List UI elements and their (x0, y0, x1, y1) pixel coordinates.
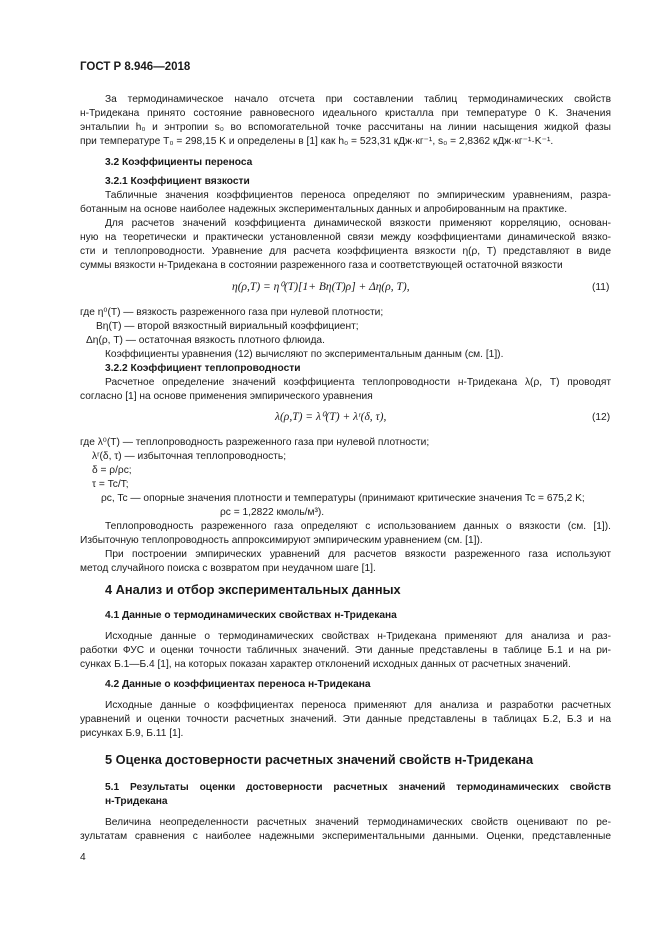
section-heading-5-1-cont: н-Тридекана (105, 796, 168, 807)
definition-line: где λ⁰(T) — теплопроводность разреженного газа при нулевой плотности; (80, 437, 430, 448)
paragraph-line: Исходные данные о термодинамических свойствах н-Тридекана применяют для анализа и раз- (105, 631, 611, 642)
definition-line: τ = Tc/T; (92, 479, 129, 490)
paragraph-line: зультатам сравнения с наиболее надежными экспериментальными данными. Оценки, представленные (80, 831, 611, 842)
equation-number-12: (12) (592, 412, 611, 423)
section-heading-3-2-2: 3.2.2 Коэффициент теплопроводности (105, 363, 301, 374)
equation-11: η(ρ,T) = η⁰(T)[1+ Bη(T)ρ] + Δη(ρ, T), (232, 281, 410, 293)
paragraph-line: Величина неопределенности расчетных значений термодинамических свойств оценивают по ре- (105, 817, 611, 828)
paragraph-line: при температуре T₀ = 298,15 K и определены в [1] как h₀ = 523,31 кДж·кг⁻¹, s₀ = 2,8362 кДж·кг⁻¹·K⁻¹. (80, 136, 554, 147)
definition-line: λʳ(δ, τ) — избыточная теплопроводность; (92, 451, 287, 462)
paragraph-line: н-Тридекана принято состояние равновесного идеального кристалла при температуре 0 K. Значения (80, 108, 611, 119)
section-heading-5: 5 Оценка достоверности расчетных значений свойств н-Тридекана (105, 752, 534, 767)
definition-line: Δη(ρ, T) — остаточная вязкость плотного флюида. (86, 335, 325, 346)
paragraph-line: Для расчетов значений коэффициента динамической вязкости применяют корреляцию, основан- (105, 218, 611, 229)
section-heading-4: 4 Анализ и отбор экспериментальных данных (105, 582, 401, 597)
paragraph-line: ботанным на основе наиболее надежных экспериментальных данных и апробированным на практике. (80, 204, 568, 215)
paragraph-line: При построении эмпирических уравнений для расчетов вязкости разреженного газа используют (105, 549, 611, 560)
definition-line: где η⁰(T) — вязкость разреженного газа при нулевой плотности; (80, 307, 384, 318)
definition-line: δ = ρ/ρc; (92, 465, 132, 476)
paragraph-line: сунках Б.1—Б.4 [1], на которых показан характер отклонений исходных данных от расчетных значений. (80, 659, 571, 670)
section-heading-4-2: 4.2 Данные о коэффициентах переноса н-Тридекана (105, 679, 371, 690)
paragraph-line: ную на теоретически и практически установленной связи между коэффициентами динамической вязко- (80, 232, 611, 243)
paragraph-line: уравнений и оценки точности расчетных значений. Эти данные представлены в таблицах Б.2, Б.3 и на (80, 714, 611, 725)
paragraph-line: Расчетное определение значений коэффициента теплопроводности н-Тридекана λ(ρ, T) проводят (105, 377, 611, 388)
definition-line: ρc = 1,2822 кмоль/м³). (220, 507, 325, 518)
paragraph-line: работки ФУС и оценки точности табличных значений. Эти данные представлены в таблице Б.1 и на ри- (80, 645, 611, 656)
paragraph-line: Теплопроводность разреженного газа определяют с использованием данных о вязкости (см. [1]). (105, 521, 611, 532)
section-heading-3-2-1: 3.2.1 Коэффициент вязкости (105, 176, 250, 187)
paragraph-line: рисунках Б.9, Б.11 [1]. (80, 728, 184, 739)
definition-line: ρc, Tc — опорные значения плотности и температуры (принимают критические значения Tc = 675,2 K; (101, 493, 585, 504)
paragraph-line: За термодинамическое начало отсчета при составлении таблиц термодинамических свойств (105, 94, 611, 105)
paragraph-line: согласно [1] на основе применения эмпирического уравнения (80, 391, 373, 402)
definition-line: Bη(T) — второй вязкостный вириальный коэффициент; (96, 321, 359, 332)
equation-number-11: (11) (592, 282, 610, 293)
section-heading-3-2: 3.2 Коэффициенты переноса (105, 157, 253, 168)
paragraph-line: сти и теплопроводности. Уравнение для расчета коэффициента вязкости η(ρ, T) представляют в виде (80, 246, 611, 257)
page-number: 4 (80, 852, 86, 863)
paragraph-line: метод случайного поиска с возвратом при неудачном шаге [1]. (80, 563, 376, 574)
section-heading-5-1: 5.1 Результаты оценки достоверности расчетных значений термодинамических свойств (105, 782, 611, 793)
paragraph-line: Табличные значения коэффициентов переноса определяют по эмпирическим уравнениям, разра- (105, 190, 611, 201)
paragraph-line: суммы вязкости н-Тридекана в состоянии разреженного газа и соответствующей остаточной вязкости (80, 260, 563, 271)
paragraph-line: Избыточную теплопроводность аппроксимируют эмпирическим уравнением (см. [1]). (80, 535, 483, 546)
section-heading-4-1: 4.1 Данные о термодинамических свойствах н-Тридекана (105, 610, 397, 621)
equation-12: λ(ρ,T) = λ⁰(T) + λʳ(δ, τ), (275, 411, 387, 423)
paragraph-line: Исходные данные о коэффициентах переноса применяют для анализа и разработки расчетных (105, 700, 611, 711)
paragraph-line: Коэффициенты уравнения (12) вычисляют по экспериментальным данным (см. [1]). (105, 349, 504, 360)
paragraph-line: энтальпии h₀ и энтропии s₀ во вспомогательной точке рассчитаны на линии насыщения жидкой фазы (80, 122, 611, 133)
document-code-header: ГОСТ Р 8.946—2018 (80, 61, 191, 73)
